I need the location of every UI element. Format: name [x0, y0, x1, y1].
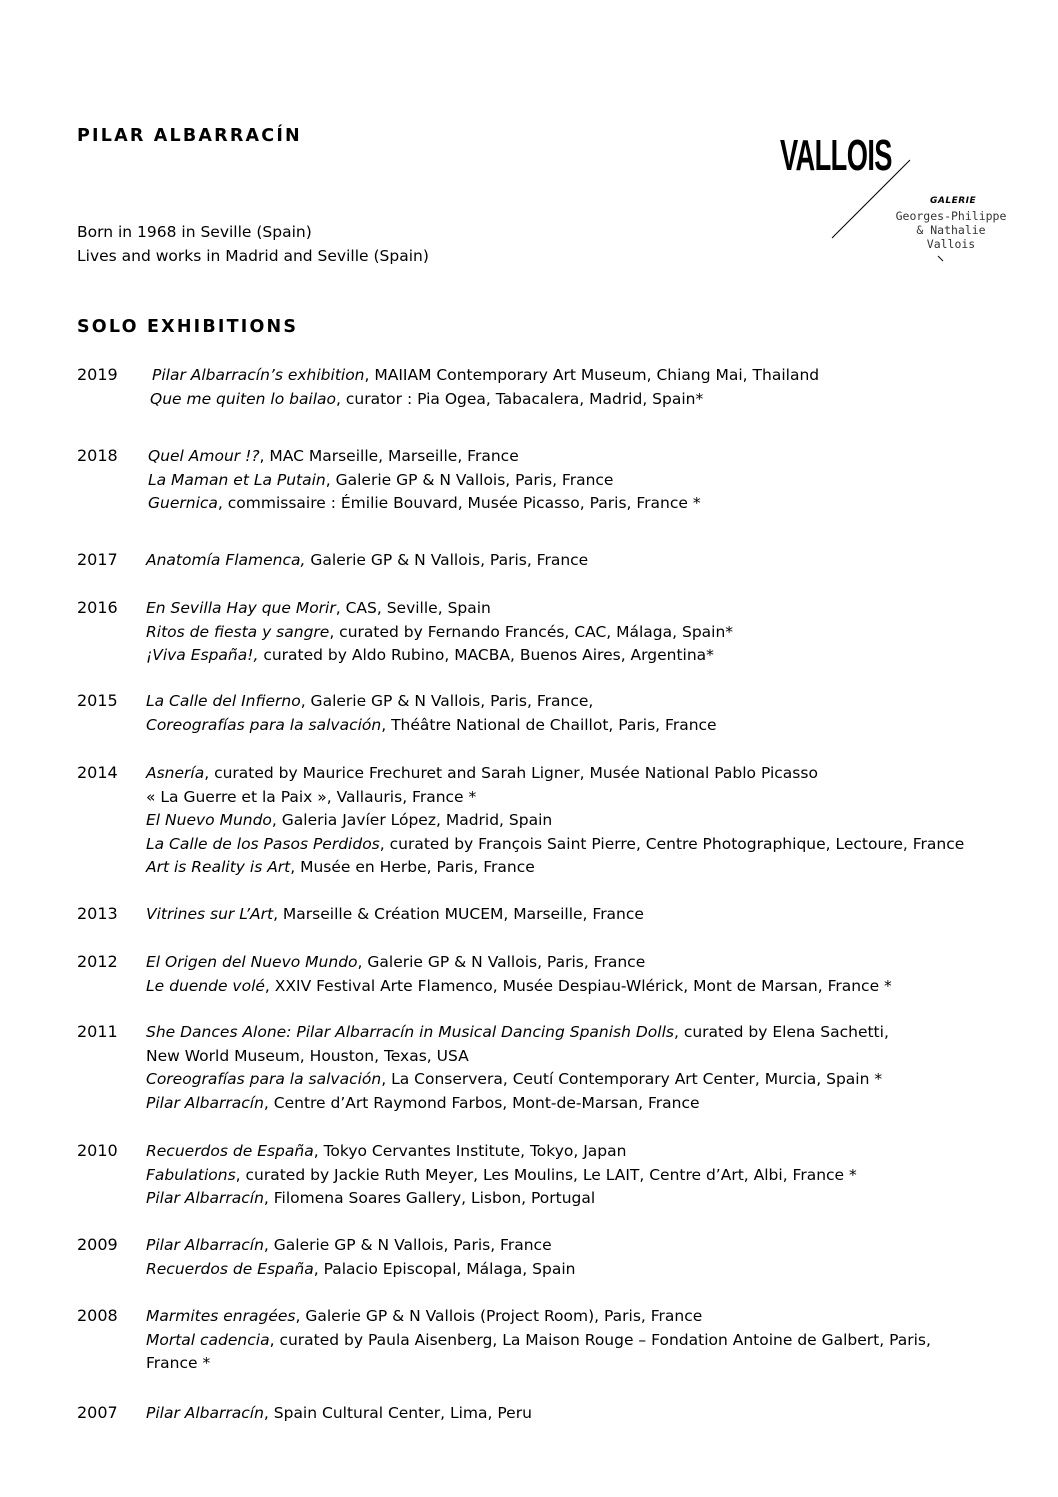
exhibition-title: She Dances Alone: Pilar Albarracín in Musical Dancing Spanish Dolls — [146, 1023, 674, 1041]
exhibition-entry — [146, 1329, 931, 1353]
exhibition-title: Que me quiten lo bailao — [150, 389, 337, 408]
exhibition-details: , Galerie GP & N Vallois, Paris, France — [325, 470, 614, 489]
logo-galerie-label: GALERIE — [930, 196, 977, 206]
exhibition-year: 2019 — [77, 365, 118, 384]
exhibition-title: Recuerdos de España — [146, 1259, 314, 1278]
exhibition-title: Asnería — [146, 764, 205, 782]
artist-name: PILAR ALBARRACÍN — [77, 126, 302, 146]
exhibition-details: , curated by Jackie Ruth Meyer, Les Moulins, Le LAIT, Centre d’Art, Albi, France * — [235, 1165, 857, 1184]
exhibition-details: , Palacio Episcopal, Málaga, Spain — [313, 1259, 576, 1278]
exhibition-title: Le duende volé — [146, 976, 265, 995]
exhibition-details: , Théâtre National de Chaillot, Paris, France — [381, 715, 717, 734]
exhibition-details: « La Guerre et la Paix », Vallauris, France * — [146, 787, 477, 806]
exhibition-year: 2012 — [77, 952, 118, 971]
exhibition-entry — [146, 1164, 857, 1188]
exhibition-title: El Nuevo Mundo — [146, 811, 272, 829]
exhibition-year: 2017 — [77, 550, 118, 569]
exhibition-title: Guernica — [148, 494, 218, 512]
exhibition-year: 2007 — [77, 1403, 118, 1422]
exhibition-entry — [146, 951, 645, 975]
exhibition-title: Marmites enragées — [146, 1307, 296, 1325]
exhibition-details: , Marseille & Création MUCEM, Marseille, France — [273, 905, 644, 923]
exhibition-year: 2018 — [77, 446, 118, 465]
exhibition-details: , MAC Marseille, Marseille, France — [259, 447, 519, 465]
logo-line-3: Vallois — [926, 237, 976, 251]
exhibition-entry — [148, 469, 613, 493]
exhibition-title: La Calle del Infierno — [146, 692, 301, 710]
exhibition-entry — [146, 809, 552, 833]
exhibition-title: Ritos de fiesta y sangre — [146, 622, 330, 641]
exhibition-title: Pilar Albarracín’s exhibition — [152, 366, 365, 384]
exhibition-details: , Galeria Javíer López, Madrid, Spain — [271, 811, 553, 829]
exhibition-details: , Galerie GP & N Vallois, Paris, France — [357, 953, 646, 971]
exhibition-entry — [152, 364, 819, 388]
exhibition-entry — [146, 644, 714, 668]
exhibition-title: En Sevilla Hay que Morir — [146, 599, 336, 617]
exhibition-entry — [146, 1092, 700, 1116]
exhibition-details: , Galerie GP & N Vallois, Paris, France — [263, 1236, 552, 1254]
exhibition-entry — [146, 1234, 552, 1258]
exhibition-details: curated by Aldo Rubino, MACBA, Buenos Aires, Argentina* — [258, 646, 714, 664]
logo-line-1: Georges-Philippe — [895, 209, 1007, 223]
logo-wordmark: VALLOIS — [780, 131, 892, 180]
exhibition-entry — [146, 786, 476, 810]
bio-lives: Lives and works in Madrid and Seville (Spain) — [77, 247, 429, 265]
exhibition-details: , curated by Maurice Frechuret and Sarah Ligner, Musée National Pablo Picasso — [204, 764, 818, 782]
exhibition-entry — [146, 762, 818, 786]
exhibition-year: 2014 — [77, 763, 118, 782]
exhibition-title: Anatomía Flamenca, — [146, 551, 306, 569]
exhibition-title: Coreografías para la salvación — [146, 1070, 382, 1088]
gallery-logo — [780, 130, 1020, 270]
exhibition-details: , Galerie GP & N Vallois, Paris, France, — [300, 692, 594, 710]
exhibition-entry — [146, 1140, 626, 1164]
exhibition-year: 2015 — [77, 691, 118, 710]
section-title: SOLO EXHIBITIONS — [77, 317, 299, 337]
exhibition-year: 2016 — [77, 598, 118, 617]
exhibition-title: La Calle de los Pasos Perdidos — [146, 834, 380, 853]
exhibition-details: , La Conservera, Ceutí Contemporary Art Center, Murcia, Spain * — [381, 1070, 883, 1088]
logo-line-2: & Nathalie — [916, 223, 986, 237]
exhibition-entry — [146, 1068, 882, 1092]
exhibition-year: 2011 — [77, 1022, 118, 1041]
exhibition-title: Coreografías para la salvación — [146, 715, 382, 734]
exhibition-details: , MAIIAM Contemporary Art Museum, Chiang Mai, Thailand — [364, 366, 820, 384]
exhibition-details: , curated by Fernando Francés, CAC, Málaga, Spain* — [329, 622, 734, 641]
exhibition-entry — [146, 975, 892, 999]
exhibition-title: Fabulations — [146, 1165, 236, 1184]
exhibition-entry — [146, 903, 644, 927]
exhibition-title: Recuerdos de España — [146, 1142, 314, 1160]
exhibition-entry — [146, 1402, 532, 1426]
bio-born: Born in 1968 in Seville (Spain) — [77, 223, 312, 241]
exhibition-entry — [150, 388, 703, 412]
bio — [77, 220, 429, 268]
exhibition-details: , Tokyo Cervantes Institute, Tokyo, Japan — [313, 1142, 627, 1160]
exhibition-title: Art is Reality is Art — [146, 858, 291, 876]
exhibition-title: ¡Viva España!, — [146, 646, 259, 664]
exhibition-title: Mortal cadencia — [146, 1330, 270, 1349]
exhibition-details: New World Museum, Houston, Texas, USA — [146, 1046, 469, 1065]
exhibition-details: , Centre d’Art Raymond Farbos, Mont-de-Marsan, France — [263, 1093, 700, 1112]
exhibition-details: , Filomena Soares Gallery, Lisbon, Portugal — [263, 1189, 596, 1207]
exhibition-title: Pilar Albarracín — [146, 1404, 264, 1422]
exhibition-details: , curated by Paula Aisenberg, La Maison Rouge – Fondation Antoine de Galbert, Paris, — [269, 1330, 931, 1349]
exhibition-title: Pilar Albarracín — [146, 1236, 264, 1254]
exhibition-details: Galerie GP & N Vallois, Paris, France — [305, 551, 589, 569]
exhibition-title: Vitrines sur L’Art — [146, 905, 274, 923]
exhibition-details: , curator : Pia Ogea, Tabacalera, Madrid, Spain* — [336, 389, 704, 408]
exhibition-details: France * — [146, 1354, 211, 1372]
exhibition-details: , Galerie GP & N Vallois (Project Room), Paris, France — [295, 1307, 703, 1325]
exhibition-details: , curated by François Saint Pierre, Centre Photographique, Lectoure, France — [379, 834, 965, 853]
exhibition-entry — [146, 1352, 210, 1376]
exhibition-entry — [146, 714, 717, 738]
exhibition-entry — [146, 1045, 469, 1069]
exhibition-year: 2013 — [77, 904, 118, 923]
exhibition-details: , CAS, Seville, Spain — [335, 599, 491, 617]
exhibition-entry — [146, 856, 535, 880]
exhibition-entry — [148, 492, 701, 516]
exhibition-year: 2008 — [77, 1306, 118, 1325]
exhibition-entry — [146, 1305, 702, 1329]
exhibition-year: 2009 — [77, 1235, 118, 1254]
exhibition-title: Quel Amour !? — [148, 447, 260, 465]
exhibition-entry — [146, 690, 593, 714]
exhibition-details: , XXIV Festival Arte Flamenco, Musée Despiau-Wlérick, Mont de Marsan, France * — [264, 976, 892, 995]
exhibition-entry — [146, 1258, 575, 1282]
exhibition-details: , commissaire : Émilie Bouvard, Musée Picasso, Paris, France * — [217, 494, 701, 512]
exhibition-entry — [146, 549, 588, 573]
exhibition-entry — [146, 1187, 595, 1211]
exhibition-entry — [146, 1021, 889, 1045]
exhibition-details: , curated by Elena Sachetti, — [673, 1023, 889, 1041]
exhibition-entry — [146, 597, 491, 621]
exhibition-details: , Musée en Herbe, Paris, France — [290, 858, 535, 876]
exhibition-year: 2010 — [77, 1141, 118, 1160]
exhibition-title: Pilar Albarracín — [146, 1093, 264, 1112]
exhibition-entry — [146, 621, 733, 645]
exhibition-entry — [146, 833, 964, 857]
exhibition-entry — [148, 445, 519, 469]
exhibition-title: Pilar Albarracín — [146, 1189, 264, 1207]
exhibition-details: , Spain Cultural Center, Lima, Peru — [263, 1404, 532, 1422]
exhibition-title: El Origen del Nuevo Mundo — [146, 953, 358, 971]
exhibition-title: La Maman et La Putain — [148, 470, 326, 489]
